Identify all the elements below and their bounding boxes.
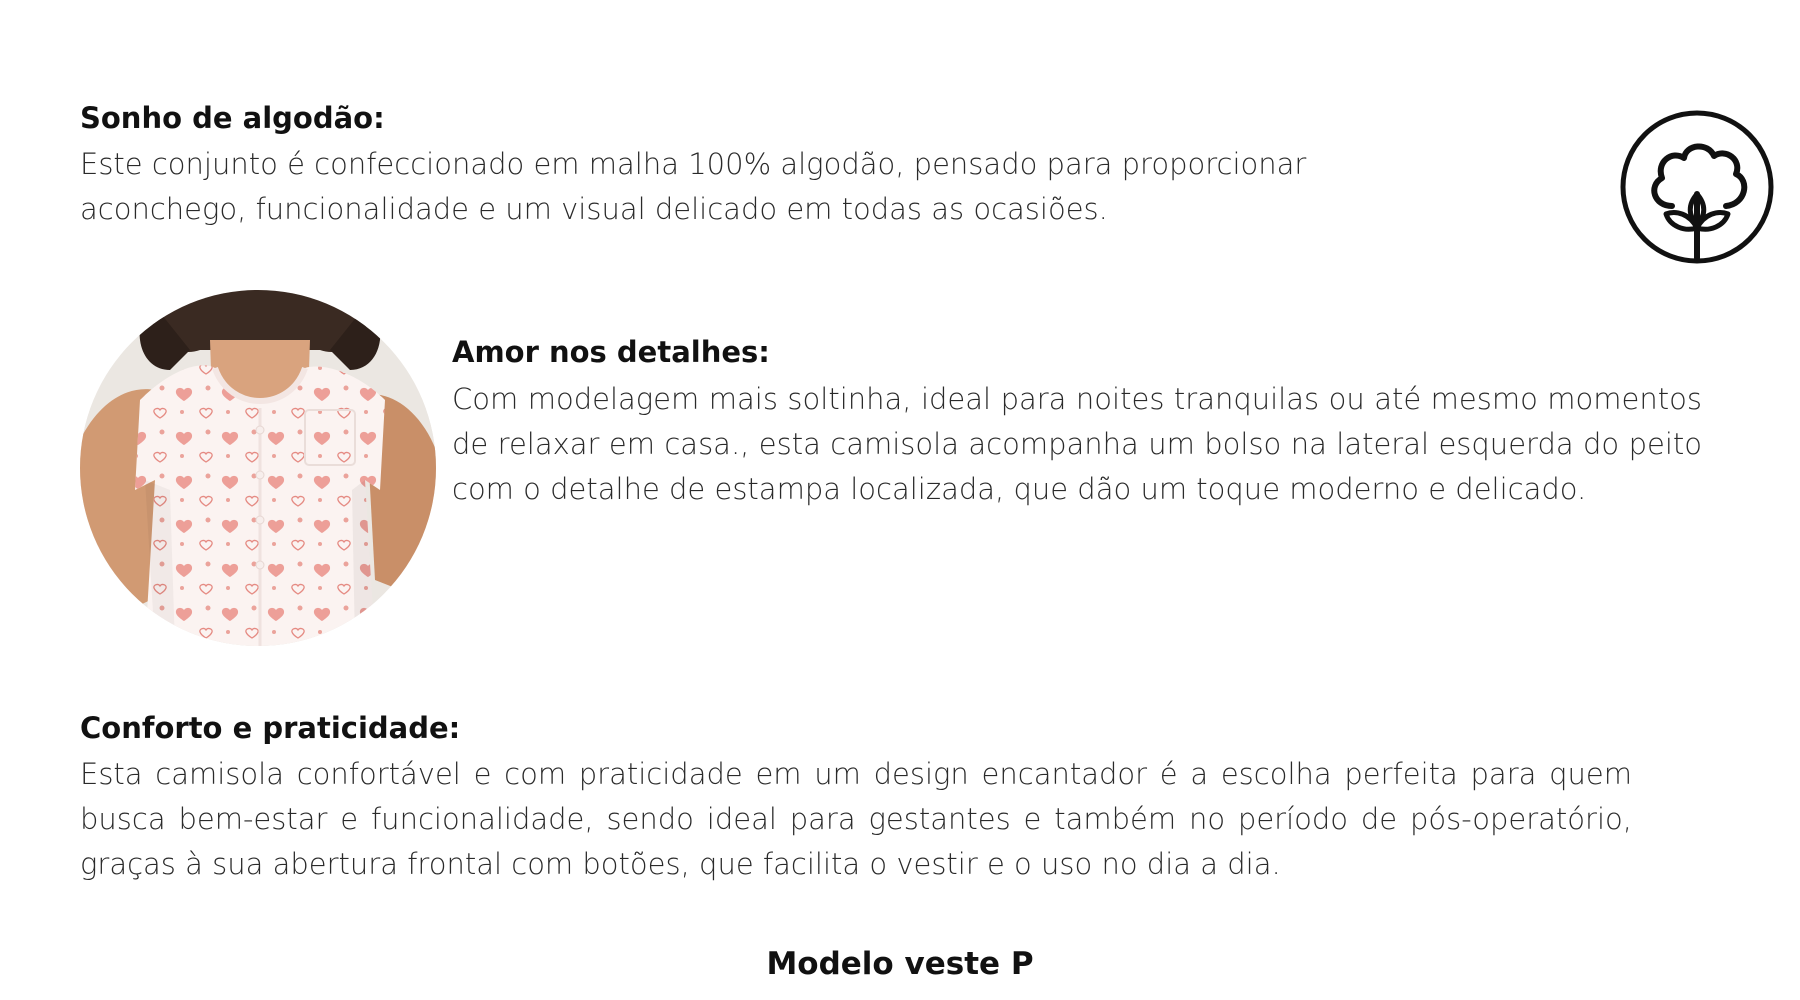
model-illustration [80,290,436,646]
section-heading-comfort-practicality: Conforto e praticidade: [80,711,461,745]
model-size-note: Modelo veste P [766,946,1034,982]
section-text-comfort-practicality: Esta camisola confortável e com praticidade em um design encantador é a escolha perfeita para quem busca bem-estar e funcionalidade, sendo ideal para gestantes e também no período de pós-operatório, graças à sua abertura frontal com botões, que facilita o vestir e o uso no dia a dia. [80,757,1632,881]
model-photo [80,290,436,646]
section-heading-cotton-dream: Sonho de algodão: [80,101,385,135]
cotton-flower-icon [1620,110,1774,264]
section-text-cotton-dream: Este conjunto é confeccionado em malha 100% algodão, pensado para proporcionar aconchego, funcionalidade e um visual delicado em todas as ocasiões. [80,147,1307,226]
section-text-love-in-details: Com modelagem mais soltinha, ideal para noites tranquilas ou até mesmo momentos de relaxar em casa., esta camisola acompanha um bolso na lateral esquerda do peito com o detalhe de estampa localizada, que dão um toque moderno e delicado. [452,382,1702,506]
section-heading-love-in-details: Amor nos detalhes: [452,335,770,369]
